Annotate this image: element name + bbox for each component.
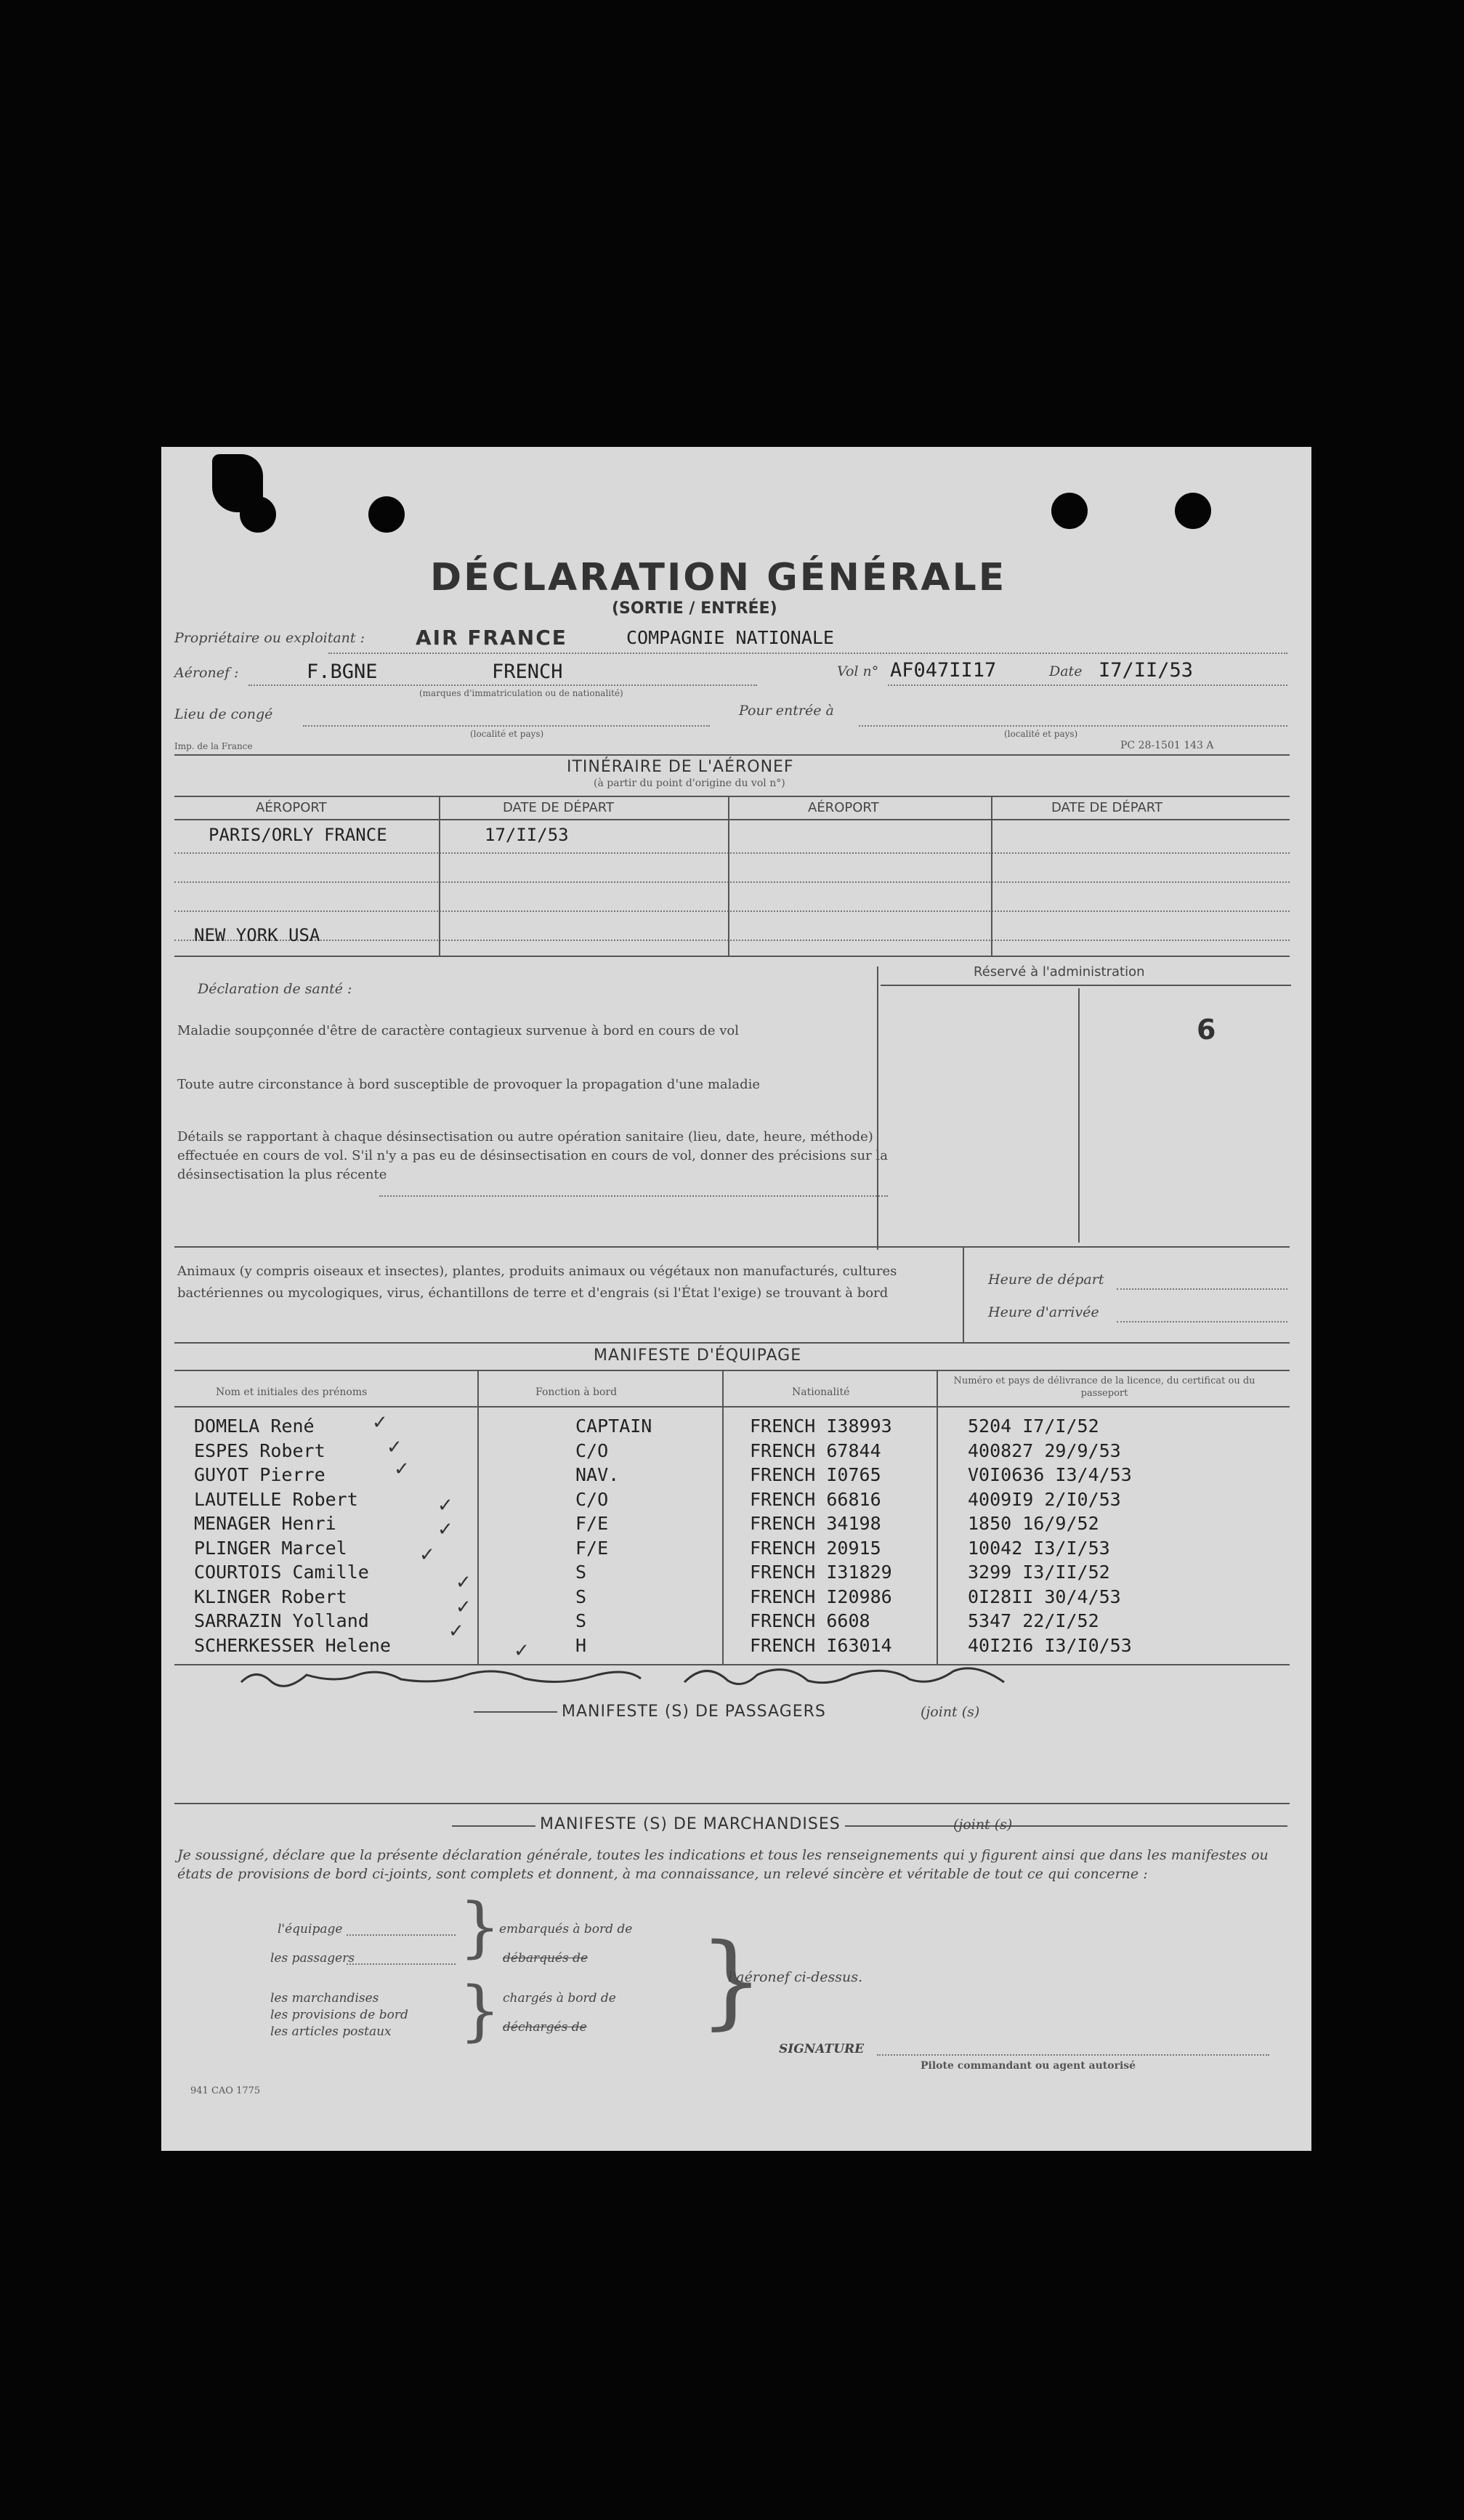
crew-function: S bbox=[575, 1610, 587, 1631]
divider bbox=[174, 1803, 1290, 1804]
declaration-disembarked: débarqués de bbox=[503, 1951, 589, 1966]
crew-heading: MANIFESTE D'ÉQUIPAGE bbox=[594, 1346, 802, 1365]
table-border bbox=[174, 796, 1290, 797]
form-code-right: PC 28-1501 143 A bbox=[1120, 740, 1214, 751]
declaration-aircraft-above: l'aéronef ci-dessus. bbox=[728, 1969, 863, 1985]
crew-row bbox=[179, 1536, 1291, 1563]
crew-row bbox=[179, 1487, 1291, 1514]
crew-name: SARRAZIN Yolland bbox=[194, 1610, 369, 1631]
footer-code: 941 CAO 1775 bbox=[190, 2085, 261, 2096]
column-line bbox=[1078, 988, 1080, 1243]
declaration-embarked: embarqués à bord de bbox=[499, 1922, 633, 1937]
table-border bbox=[174, 819, 1290, 820]
passengers-heading: MANIFESTE (S) DE PASSAGERS bbox=[557, 1703, 830, 1721]
document-title: DÉCLARATION GÉNÉRALE bbox=[430, 556, 1007, 599]
divider bbox=[379, 1195, 888, 1197]
check-mark: ✓ bbox=[456, 1596, 472, 1618]
animals-text: Animaux (y compris oiseaux et insectes), plantes, produits animaux ou végétaux non manufacturés, cultures bactériennes ou mycologiques, virus, échantillons de terre et d'engrais (si l'État l'exige) se trouvant à bord bbox=[177, 1264, 897, 1301]
cargo-joint: (joint (s) bbox=[953, 1817, 1013, 1833]
punch-hole bbox=[1175, 493, 1211, 529]
crew-row bbox=[179, 1560, 1291, 1587]
itinerary-origin-date: 17/II/53 bbox=[485, 825, 569, 845]
crew-nationality: FRENCH I38993 bbox=[750, 1416, 892, 1437]
column-line bbox=[963, 1248, 964, 1344]
entry-note: (localité et pays) bbox=[1004, 729, 1078, 739]
crew-nationality: FRENCH I31829 bbox=[750, 1562, 892, 1583]
arrival-time-label: Heure d'arrivée bbox=[988, 1304, 1099, 1320]
departure-time-label: Heure de départ bbox=[988, 1272, 1104, 1288]
brace: } bbox=[459, 1973, 501, 2049]
crew-name: KLINGER Robert bbox=[194, 1586, 347, 1607]
signatory-note: Pilote commandant ou agent autorisé bbox=[921, 2060, 1136, 2072]
aircraft-nationality: FRENCH bbox=[492, 661, 563, 683]
declaration-crew: l'équipage bbox=[278, 1922, 343, 1937]
table-border bbox=[174, 1664, 1290, 1665]
crew-row bbox=[179, 1463, 1291, 1490]
date-label: Date bbox=[1049, 663, 1083, 679]
check-mark: ✓ bbox=[437, 1519, 453, 1540]
divider bbox=[347, 1963, 456, 1965]
crew-name: LAUTELLE Robert bbox=[194, 1488, 358, 1510]
crew-function: F/E bbox=[575, 1513, 609, 1534]
declaration-loaded: chargés à bord de bbox=[503, 1991, 616, 2006]
admin-number: 6 bbox=[1197, 1014, 1218, 1046]
divider bbox=[328, 653, 1287, 654]
table-border bbox=[174, 1370, 1290, 1371]
crew-license: 1850 16/9/52 bbox=[968, 1513, 1099, 1534]
row-line bbox=[174, 881, 1290, 883]
crew-license: 5347 22/I/52 bbox=[968, 1610, 1099, 1631]
operator-label: Propriétaire ou exploitant : bbox=[174, 630, 365, 646]
signature-label: SIGNATURE bbox=[779, 2042, 865, 2056]
divider bbox=[1117, 1321, 1287, 1322]
crew-function: S bbox=[575, 1586, 587, 1607]
declaration-passengers: les passagers bbox=[270, 1951, 355, 1966]
column-line bbox=[991, 796, 992, 956]
health-line-2: Toute autre circonstance à bord susceptible de provoquer la propagation d'une maladie bbox=[177, 1077, 761, 1092]
crew-row bbox=[179, 1439, 1291, 1466]
divider bbox=[303, 725, 710, 727]
crew-name: DOMELA René bbox=[194, 1416, 315, 1437]
handwriting-signature bbox=[234, 1653, 1091, 1697]
crew-license: 10042 I3/I/53 bbox=[968, 1537, 1110, 1559]
crew-name: COURTOIS Camille bbox=[194, 1562, 369, 1583]
check-mark: ✓ bbox=[456, 1572, 472, 1594]
divider bbox=[347, 1934, 456, 1936]
divider bbox=[1117, 1288, 1287, 1290]
check-mark: ✓ bbox=[372, 1412, 388, 1434]
crew-col-function: Fonction à bord bbox=[535, 1386, 618, 1398]
divider bbox=[174, 1342, 1290, 1344]
cargo-heading: MANIFESTE (S) DE MARCHANDISES bbox=[535, 1815, 845, 1833]
crew-function: C/O bbox=[575, 1439, 609, 1461]
flight-number: AF047II17 bbox=[890, 659, 997, 682]
column-line bbox=[439, 796, 440, 956]
crew-row bbox=[179, 1585, 1291, 1612]
aircraft-note: (marques d'immatriculation ou de nationalité) bbox=[419, 688, 623, 698]
signature-line bbox=[877, 2054, 1269, 2056]
punch-hole bbox=[1051, 493, 1088, 529]
crew-nationality: FRENCH I0765 bbox=[750, 1464, 881, 1485]
table-border bbox=[174, 956, 1290, 957]
departure-place-label: Lieu de congé bbox=[174, 706, 273, 722]
declaration-unloaded: déchargés de bbox=[503, 2020, 587, 2035]
check-mark: ✓ bbox=[437, 1495, 453, 1517]
crew-function: F/E bbox=[575, 1537, 609, 1559]
punch-hole bbox=[240, 496, 276, 533]
departure-place-note: (localité et pays) bbox=[470, 729, 544, 739]
column-line bbox=[877, 966, 878, 1250]
aircraft-label: Aéronef : bbox=[174, 665, 239, 681]
crew-col-license: Numéro et pays de délivrance de la licence, du certificat ou du passeport bbox=[953, 1376, 1255, 1399]
passengers-joint: (joint (s) bbox=[921, 1704, 980, 1720]
crew-row bbox=[179, 1609, 1291, 1636]
crew-nationality: FRENCH 67844 bbox=[750, 1439, 881, 1461]
crew-nationality: FRENCH 34198 bbox=[750, 1513, 881, 1534]
operator-extra: COMPAGNIE NATIONALE bbox=[626, 627, 834, 648]
crew-nationality: FRENCH 20915 bbox=[750, 1537, 881, 1559]
crew-nationality: FRENCH 6608 bbox=[750, 1610, 870, 1631]
check-mark: ✓ bbox=[514, 1640, 530, 1662]
aircraft-registration: F.BGNE bbox=[307, 661, 378, 683]
crew-col-name: Nom et initiales des prénoms bbox=[216, 1386, 368, 1398]
crew-name: SCHERKESSER Helene bbox=[194, 1634, 391, 1656]
crew-row bbox=[179, 1511, 1291, 1538]
check-mark: ✓ bbox=[419, 1544, 435, 1566]
form-code-left: Imp. de la France bbox=[174, 741, 253, 751]
crew-function: C/O bbox=[575, 1488, 609, 1510]
crew-license: 0I28II 30/4/53 bbox=[968, 1586, 1121, 1607]
punch-hole bbox=[368, 496, 405, 533]
crew-license: 400827 29/9/53 bbox=[968, 1439, 1121, 1461]
itinerary-heading: ITINÉRAIRE DE L'AÉRONEF bbox=[567, 758, 794, 776]
itinerary-col-airport: AÉROPORT bbox=[256, 800, 327, 815]
row-line bbox=[174, 852, 1290, 854]
itinerary-col-airport-2: AÉROPORT bbox=[808, 800, 879, 815]
document-subtitle: (SORTIE / ENTRÉE) bbox=[612, 599, 777, 618]
declaration-cargo: les marchandises bbox=[270, 1991, 379, 2006]
brace: } bbox=[699, 1922, 764, 2040]
crew-nationality: FRENCH 66816 bbox=[750, 1488, 881, 1510]
check-mark: ✓ bbox=[394, 1458, 410, 1480]
row-line bbox=[174, 940, 1290, 941]
divider bbox=[859, 725, 1287, 727]
crew-license: 4009I9 2/I0/53 bbox=[968, 1488, 1121, 1510]
row-line bbox=[174, 910, 1290, 912]
crew-function: H bbox=[575, 1634, 587, 1656]
itinerary-destination: NEW YORK USA bbox=[194, 925, 320, 945]
crew-row bbox=[179, 1414, 1291, 1441]
crew-function: S bbox=[575, 1562, 587, 1583]
date-value: I7/II/53 bbox=[1099, 659, 1194, 682]
itinerary-origin: PARIS/ORLY FRANCE bbox=[209, 825, 387, 845]
check-mark: ✓ bbox=[448, 1620, 464, 1642]
crew-name: GUYOT Pierre bbox=[194, 1464, 325, 1485]
health-heading: Déclaration de santé : bbox=[198, 981, 352, 997]
crew-license: 5204 I7/I/52 bbox=[968, 1416, 1099, 1437]
divider bbox=[174, 1246, 1290, 1248]
divider bbox=[174, 754, 1290, 756]
divider bbox=[888, 684, 1287, 686]
crew-license: 3299 I3/II/52 bbox=[968, 1562, 1110, 1583]
admin-heading: Réservé à l'administration bbox=[974, 964, 1145, 980]
crew-license: V0I0636 I3/4/53 bbox=[968, 1464, 1132, 1485]
crew-license: 40I2I6 I3/I0/53 bbox=[968, 1634, 1132, 1656]
crew-function: NAV. bbox=[575, 1464, 620, 1485]
table-border bbox=[174, 1406, 1290, 1408]
entry-label: Pour entrée à bbox=[739, 703, 834, 719]
itinerary-col-date: DATE DE DÉPART bbox=[503, 800, 614, 815]
health-line-3: Détails se rapportant à chaque désinsectisation ou autre opération sanitaire (lieu, date, heure, méthode) effectuée en cours de vol. S'il n'y a pas eu de désinsectisation en cours de vol, donner des précisions sur la désinsectisation la plus récente bbox=[177, 1129, 888, 1182]
itinerary-col-date-2: DATE DE DÉPART bbox=[1051, 800, 1162, 815]
crew-name: ESPES Robert bbox=[194, 1439, 325, 1461]
flight-label: Vol n° bbox=[837, 663, 879, 679]
check-mark: ✓ bbox=[387, 1437, 403, 1458]
column-line bbox=[728, 796, 729, 956]
declaration-text: Je soussigné, déclare que la présente déclaration générale, toutes les indications et tous les renseignements qui y figurent ainsi que dans les manifestes ou états de provisions de bord ci-joints, sont complets et donnent, à ma connaissance, un relevé sincère et véritable de tout ce qui concerne : bbox=[177, 1847, 1269, 1882]
operator-value: AIR FRANCE bbox=[416, 626, 567, 650]
itinerary-subheading: (à partir du point d'origine du vol n°) bbox=[594, 778, 785, 789]
declaration-postal: les articles postaux bbox=[270, 2024, 392, 2039]
health-line-1: Maladie soupçonnée d'être de caractère contagieux survenue à bord en cours de vol bbox=[177, 1023, 739, 1038]
crew-col-nationality: Nationalité bbox=[792, 1386, 850, 1398]
document-page bbox=[161, 447, 1311, 2151]
crew-nationality: FRENCH I20986 bbox=[750, 1586, 892, 1607]
crew-function: CAPTAIN bbox=[575, 1416, 652, 1437]
divider bbox=[248, 684, 757, 686]
divider bbox=[881, 985, 1291, 986]
brace: } bbox=[459, 1889, 501, 1966]
declaration-provisions: les provisions de bord bbox=[270, 2008, 408, 2022]
crew-name: PLINGER Marcel bbox=[194, 1537, 347, 1559]
crew-nationality: FRENCH I63014 bbox=[750, 1634, 892, 1656]
crew-name: MENAGER Henri bbox=[194, 1513, 336, 1534]
